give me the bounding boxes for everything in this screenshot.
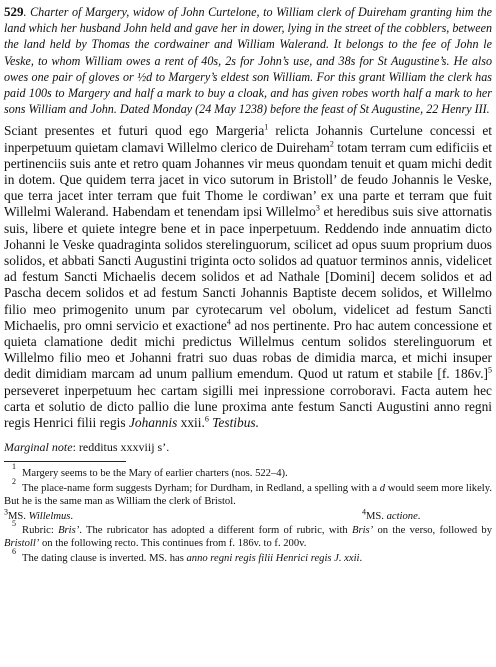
footnote-text: The dating clause is inverted. MS. has <box>22 552 187 564</box>
footnote-italic: Bristoll’ <box>4 538 40 550</box>
footnote-text: MS. <box>8 510 29 522</box>
footnote-5: $^5$Rubric: Bris’. The rubricator has adopted a different form of rubric, with Bris’ on the verso, followed by Bristoll’ on the following recto. This continues from f. 186v. to f. 200v. <box>4 518 493 550</box>
footnote-ref[interactable]: 2 <box>329 139 334 149</box>
footnote-text: The place-name form suggests Dyrham; for Durdham, in Redland, a spelling with a <box>22 482 380 494</box>
latin-part: relicta Johannis Curtelune concessi et inperpetuum quietam clamavi Willelmo clerico de Duireham <box>4 123 492 155</box>
latin-part: perseveret inperpetuum hec cartam sigilli mei inpressione corroboravi. Facta autem hec carta et solutio de dicto pallio die lune proxima ante festum Sancti Augustini anno regni regis Henrici filii regis <box>4 382 492 431</box>
footnote-row-3-4 <box>4 506 492 523</box>
latin-italic: Johannis <box>128 415 178 431</box>
marginal-note <box>4 440 492 455</box>
latin-charter-text <box>4 123 492 431</box>
entry-summary <box>4 4 492 117</box>
footnote-italic: actione <box>386 510 418 522</box>
footnote-4 <box>362 506 492 523</box>
footnote-text: would seem more likely. But he is the same man as William the clerk of Bristol. <box>4 482 492 508</box>
footnote-text: Rubric: <box>22 524 59 536</box>
footnote-text: on the verso, followed by <box>373 524 493 536</box>
footnote-text: . <box>417 510 421 522</box>
footnote-ref[interactable]: 5 <box>488 366 492 375</box>
footnote-ref[interactable]: 3 <box>315 203 320 213</box>
footnote-text: . The rubricator has adopted a different form of rubric, with <box>79 524 352 536</box>
footnote-text: MS. <box>366 510 387 522</box>
latin-part: ad nos pertinente. Pro hac autem concessione et quieta clamatione dedit michi predictus Willelmus centum solidos sterelinguorum et Willelmo filio meo et Johanni fratri suo duas robas de dimidia marca, et michi insuper dedit dimidiam marcam ad unum pallium emendum. Quod ut ratum et stabile [f. 186v.] <box>4 317 492 382</box>
footnote-text: Margery seems to be the Mary of earlier charters (nos. 522–4). <box>22 468 288 480</box>
marginal-note-text: : redditus xxxviij s’. <box>72 440 170 455</box>
document-page <box>4 4 492 566</box>
footnote-text: . <box>359 552 363 564</box>
footnote-ref[interactable]: 4 <box>226 317 231 327</box>
footnote-italic: Bris’ <box>58 524 80 536</box>
footnote-number: 4 <box>362 506 366 516</box>
footnote-italic: anno regni regis filii Henrici regis J. xxii <box>186 552 360 564</box>
latin-part: et heredibus suis sive attornatis suis, libere et quiete integre bene et in pace inperpetuum. Reddendo inde annuatim dicto Johanni le Veske quadraginta solidos sterelinguorum, scilicet ad opus suum proprium duos solidos, et abbati Sancti Augustini triginta octo solidos ad quatuor terminos annis, videlicet ad festum Sancti Michaelis decem solidos et ad Nathale [Domini] decem solidos et ad Pascha decem solidos et ad festum Sancti Johannis Baptiste decem solidos, et Willelmo filio meo primogenito unum par cyrotecarum vel obolum, videlicet ad festum Sancti Michaelis, pro omni servicio et exactione <box>4 204 492 333</box>
latin-italic: Testibus. <box>212 415 259 431</box>
footnote-divider <box>4 461 126 462</box>
footnote-6: $^6$The dating clause is inverted. MS. has anno regni regis filii Henrici regis J. xxii. <box>12 546 363 564</box>
footnote-ref[interactable]: 6 <box>204 414 209 424</box>
footnote-text: on the following recto. This continues from f. 186v. to f. 200v. <box>39 538 307 550</box>
footnote-3 <box>4 506 224 523</box>
footnote-italic: d <box>379 482 386 494</box>
summary-text: . Charter of Margery, widow of John Curtelone, to William clerk of Duireham granting him the land which her husband John held and gave her in dower, lying in the street of the cobblers, between the land held by Thomas the cordwainer and William Walerand. It belongs to the fee of John le Veske, to whom William owes a rent of 40s, 2s for John’s use, and 38s for St Augustine’s. He also owes one pair of gloves or ½d to Margery’s eldest son William. For this grant William the clerk has paid 100s to Margery and half a mark to buy a cloak, and has given robes worth half a mark to her sons William and John. Dated Monday (24 May 1238) before the feast of St Augustine, 22 Henry III. <box>4 5 492 117</box>
entry-number: 529 <box>4 4 24 19</box>
latin-part: xxii. <box>177 415 205 431</box>
footnotes <box>4 462 493 565</box>
footnote-italic: Willelmus <box>28 510 71 522</box>
footnote-text: . <box>70 510 74 522</box>
footnote-number: 3 <box>4 506 8 516</box>
latin-part: totam terram cum edificiis et pertinenciis suis ante et retro quam Johannes vir meus quondam tenuit et quam michi dedit in dotem. Que quidem terra jacet in vico sutorum in Bristoll’ de feudo Johannis le Veske, que terra jacet inter terram que fuit Thome le cordiwan’ ex una parte et terram que fuit Willelmi Walerand. Habendam et tenendam ipsi Willelmo <box>4 139 492 220</box>
footnote-2: $^2$The place-name form suggests Dyrham; for Durdham, in Redland, a spelling with a d would seem more likely. But he is the same man as William the clerk of Bristol. <box>4 476 492 508</box>
footnote-italic: Bris’ <box>351 524 374 536</box>
footnote-1: $^1$Margery seems to be the Mary of earlier charters (nos. 522–4). <box>12 462 288 480</box>
marginal-note-label: Marginal note <box>4 440 73 455</box>
footnote-ref[interactable]: 1 <box>264 122 269 132</box>
latin-part: Sciant presentes et futuri quod ego Margeria <box>4 123 265 139</box>
